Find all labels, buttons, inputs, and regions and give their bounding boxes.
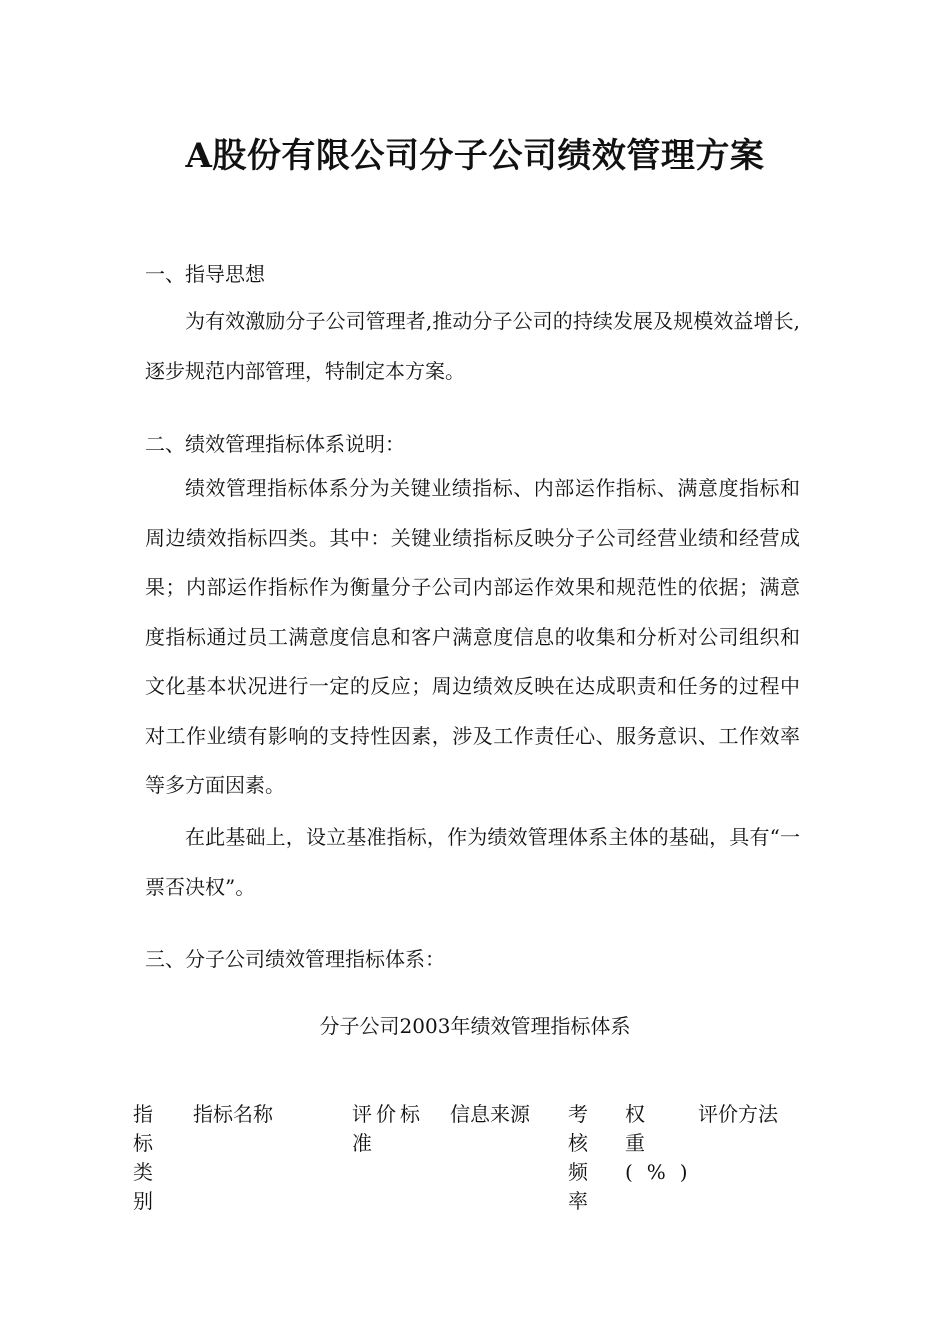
table-header-name: 指标名称: [193, 1102, 273, 1126]
table-header-frequency: 考核频率: [568, 1102, 588, 1213]
paragraph-guiding-principle: 为有效激励分子公司管理者,推动分子公司的持续发展及规模效益增长,逐步规范内部管理，特制定本方案。: [145, 309, 800, 383]
table-header-category: 指标类别: [133, 1102, 153, 1213]
table-caption: 分子公司2003年绩效管理指标体系: [319, 1014, 631, 1038]
table-header-method: 评价方法: [698, 1102, 778, 1126]
section-heading-guiding-principle: 一、指导思想: [145, 262, 265, 286]
section-heading-indicator-system: 三、分子公司绩效管理指标体系：: [145, 947, 445, 971]
table-header-standard: 评价标准: [352, 1102, 424, 1155]
section-heading-indicator-system-explanation: 二、绩效管理指标体系说明：: [145, 432, 405, 456]
document-title: A股份有限公司分子公司绩效管理方案: [185, 136, 765, 176]
paragraph-baseline-indicator: 在此基础上，设立基准指标，作为绩效管理体系主体的基础，具有“一票否决权”。: [145, 825, 800, 899]
table-header-source: 信息来源: [450, 1102, 530, 1126]
paragraph-indicator-categories: 绩效管理指标体系分为关键业绩指标、内部运作指标、满意度指标和周边绩效指标四类。其中：关键业绩指标反映分子公司经营业绩和经营成果；内部运作指标作为衡量分子公司内部运作效果和规范性的依据；满意度指标通过员工满意度信息和客户满意度信息的收集和分析对公司组织和文化基本状况进行一定的反应；周边绩效反映在达成职责和任务的过程中对工作业绩有影响的支持性因素，涉及工作责任心、服务意识、工作效率等多方面因素。: [145, 476, 800, 797]
table-header-weight: 权重(%): [625, 1102, 702, 1184]
